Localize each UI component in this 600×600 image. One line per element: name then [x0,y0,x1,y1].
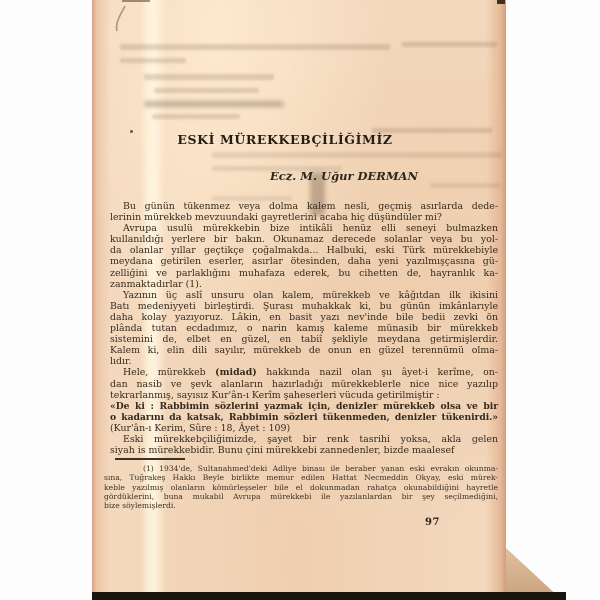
book-page [92,0,506,594]
bleed-through-text [402,42,497,47]
scan-dark-edge [92,592,566,600]
footnote-divider [115,458,185,460]
body-paragraph [110,290,498,368]
body-paragraph [110,223,498,290]
text-line: daha kolay yazıyoruz. Lâkin, en basit yazı nev'inde bile bedii zevki ön [110,311,498,323]
text-line: Hele, mürekkeb (midad) hakkında nazil olan şu âyet-i kerîme, on- [123,367,498,379]
body-paragraph [110,367,498,400]
text-line: siyah is mürekkebidir. Bunu çini mürekkebi zannedenler, bizde maalesef [110,445,455,457]
bleed-through-text [430,183,500,188]
text-line: Batı medeniyyeti birleştirdi. Şurası muhakkak ki, bu günün imkânlarıyle [110,300,498,312]
text-line: (1) 1934'de, Sultanahmed'deki Adliye binası ile beraber yanan eski evrakın okunma- [143,464,498,473]
text-line: Kalem ki, elin dili sayılır, mürekkeb de onun en güzel terennümü olma- [110,345,498,357]
text-line: keble yazılmış olanların kömürleşseler bile el dokunmadan rahatça okunabildiğini hayretle [104,482,498,492]
text-line: meydana getirilen eserler, asırlar ötesinden, daha yeni yazılmışçasına gü- [110,256,498,268]
text-line: sına, Tuğrakeş Hakkı Beyle birlikte memur edilen Hattat Necmeddin Okyay, eski mürek- [104,473,498,483]
bleed-through-text [120,44,390,50]
text-line: Eski mürekkebçiliğimizde, şayet bir renk tasrihi yoksa, akla gelen [123,433,498,445]
text-line: dan nasib ve şevk alanların hazırladığı mürekkeblerle nice nice yazılıp [110,378,498,390]
bleed-through-text [144,101,284,107]
text-line: Bu günün tükenmez veya dolma kalem nesli, geçmiş asırlarda dede- [123,201,498,212]
bleed-through-text [152,114,240,119]
bleed-through-text [120,58,186,63]
quote-reference: (Kur'ân-ı Kerim, Sûre : 18, Âyet : 109) [110,422,291,434]
text-line: zanmaktadırlar (1). [110,278,202,290]
bleed-through-text [154,88,259,93]
quran-quote [110,401,498,423]
text-line: Yazının üç aslî unsuru olan kalem, mürekkeb ve kâğıtdan ilk ikisini [123,289,498,301]
scan-edge-mark [497,0,505,4]
text-line: kullanıldığı yerlere bir bakın. Okunamaz derecede solanlar veya bu yol- [110,234,498,246]
body-text [110,201,498,456]
text-line: lıdır. [110,356,132,368]
text-line: Avrupa usulü mürekkebin bize intikâli henüz elli seneyi bulmazken [123,223,498,235]
text-line: sistemini de, elbet en güzel, en tabiî şekliyle meydana getirmişlerdir. [110,334,498,346]
text-line: plânda tutan ecdadımız, o narin kamış kaleme münasib bir mürekkeb [110,323,498,335]
footnote [104,464,498,510]
page-number: 97 [425,517,440,528]
bleed-through-text [212,152,502,158]
text-line: tekrarlanmış, sayısız Kur'ân-ı Kerîm şaheserleri vücuda getirilmiştir : [110,389,440,401]
body-paragraph [110,201,498,223]
text-line: bize söylemişlerdi. [104,501,176,511]
scan-edge-mark [122,0,150,2]
text-line: da olanlar yıllar geçtikçe çoğalmakda... Halbuki, eski Türk mürekkebiyle [110,245,498,257]
text-line: zelliğini ve parlaklığını muhafaza ederek, bu cihetten de, hayranlık ka- [110,267,498,279]
text-line: «De ki : Rabbimin sözlerini yazmak için, denizler mürekkeb olsa ve bir [110,400,498,412]
bleed-through-text [144,74,274,80]
author-line: Ecz. M. Uğur DERMAN [270,169,418,183]
pen-mark [110,4,134,34]
page-title: ESKİ MÜREKKEBÇİLİĞİMİZ [177,132,393,147]
text-line: gördüklerini, buna mukabil Avrupa mürekkebi ile yazılanlardan bir şey seçilmediğini, [104,491,498,501]
text-line: o kadarını da katsak, Rabbimin sözleri tükenmeden, denizler tükenirdi.» [110,411,498,423]
text-line: lerinin mürekkeb mevzuundaki gayretlerini acaba hiç düşündüler mi? [110,212,442,224]
body-paragraph [110,434,498,456]
